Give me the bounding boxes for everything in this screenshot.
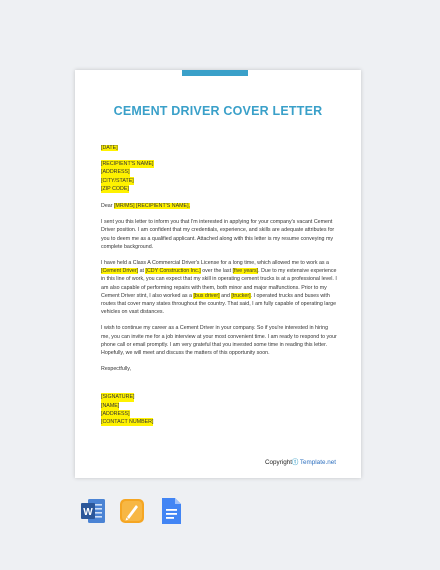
p2-highlight: [bus driver] [193,292,220,299]
google-docs-icon[interactable] [158,496,184,526]
page-title: CEMENT DRIVER COVER LETTER [113,104,323,118]
template-logo-icon: ⓣ [291,459,299,466]
signature-placeholder: [SIGNATURE] [101,394,135,401]
p2-text: . Due to my extensive experience in this line of work, you can expect that my skill in operating cement trucks is at a professional level. I am also capable of performing repairs with them, both minor and major malfunctions. Prior to my Cement Driver stint, I also worked as a [101,268,337,299]
p2-highlight: [five years] [232,268,259,275]
closing: Respectfully, [101,366,131,373]
p2-text: . I operated trucks and buses with routes that cover many states throughout the country. That said, I am fully capable of operating large vehicles on vast distances. [101,292,337,316]
word-icon[interactable] [80,496,106,526]
date-placeholder: [DATE] [101,145,118,151]
svg-text:W: W [83,507,93,518]
recipient-block [101,160,337,193]
pages-icon[interactable] [119,496,145,526]
p2-highlight: [trucker] [231,292,251,299]
app-icons [80,496,184,526]
accent-bar [182,70,248,76]
p2-highlight: [CDY Construction Inc.] [145,268,201,275]
brand-link[interactable]: Template.net [299,459,336,466]
signature-block [101,393,337,426]
salutation-placeholder: [MR/MS] [RECIPIENT'S NAME], [113,203,191,210]
name-placeholder: [NAME] [101,402,120,409]
p2-text: at [138,268,146,275]
recipient-address: [ADDRESS] [101,169,130,176]
p2-text: and [219,292,232,299]
p2-highlight: [Cement Driver] [101,268,139,275]
p2-text: I have held a Class A Commercial Driver's License for a long time, which allowed me to work as a [101,260,329,267]
document-page [75,70,361,478]
contact-number-placeholder: [CONTACT NUMBER] [101,419,154,426]
letter-body [101,144,337,426]
paragraph-2 [101,259,337,316]
salutation-prefix: Dear [101,203,114,210]
paragraph-3: I wish to continue my career as a Cement Driver in your company. So if you're interested in hiring me, you can invite me for a job interview at your most convenient time. I am ready to respond to your phone call or email promptly. I am very grateful that you invested some time in reading this letter. Hopefully, we will meet and discuss the matters of this opportunity soon. [101,325,337,357]
copyright-text: Copyright [265,459,292,466]
recipient-name: [RECIPIENT'S NAME] [101,161,154,168]
recipient-zip: [ZIP CODE] [101,185,129,192]
paragraph-1: I sent you this letter to inform you that I'm interested in applying for your company's vacant Cement Driver position. I am confident that my credentials, experience, and skills are adequate attributes for you to deem me as a qualified applicant. Attached along with this letter is my resume conveying my complete background. [101,219,335,250]
salutation [101,202,337,210]
p2-text: over the last [200,268,233,275]
copyright-footer [265,457,336,466]
address-placeholder: [ADDRESS] [101,410,130,417]
recipient-city-state: [CITY/STATE] [101,177,134,184]
